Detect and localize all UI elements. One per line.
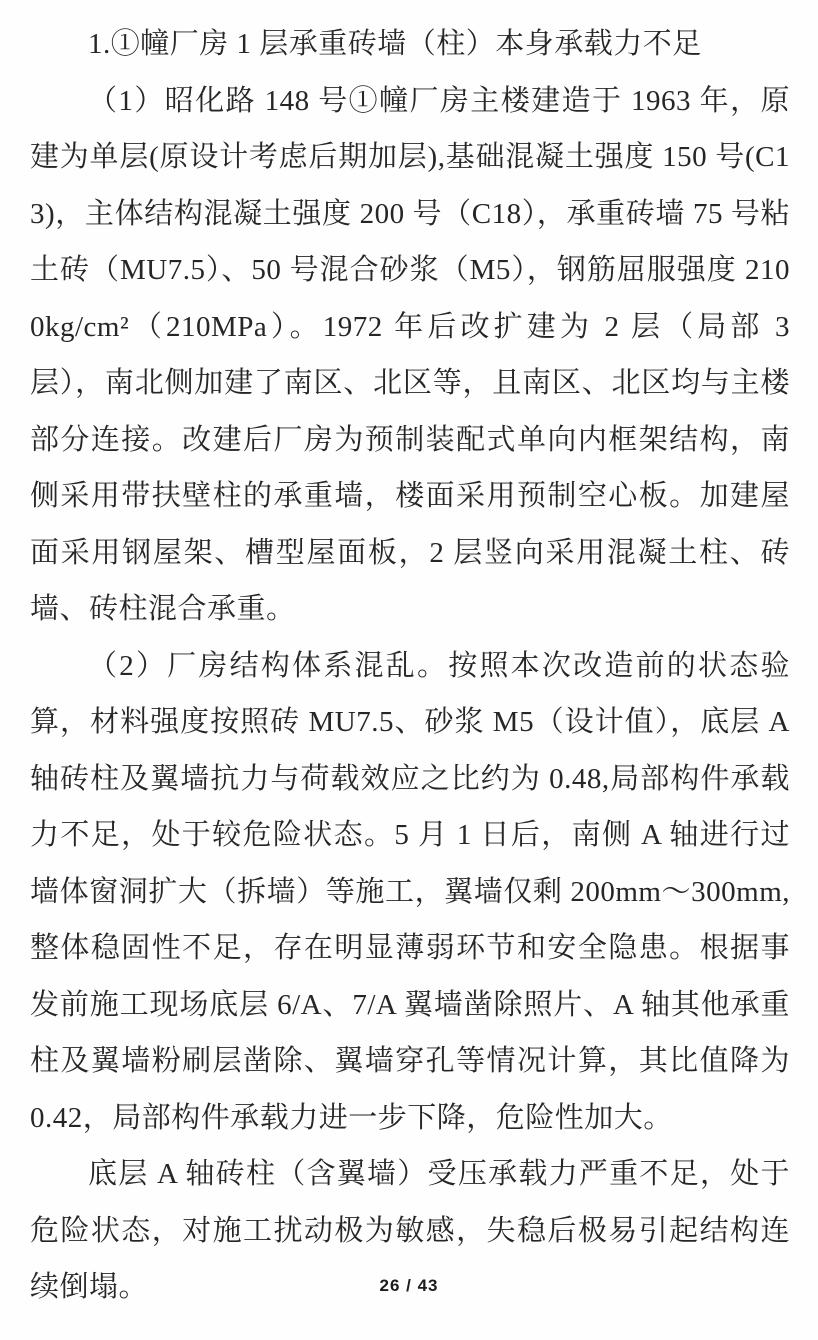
paragraph: （1）昭化路 148 号①幢厂房主楼建造于 1963 年，原建为单层(原设计考虑后期加层),基础混凝土强度 150 号(C13)，主体结构混凝土强度 200 号（C18），承重砖墙 75 号粘土砖（MU7.5）、50 号混合砂浆（M5），钢筋屈服强度 2100kg/cm²（210MPa）。1972 年后改扩建为 2 层（局部 3 层），南北侧加建了南区、北区等，且南区、北区均与主楼部分连接。改建后厂房为预制装配式单向内框架结构，南侧采用带扶壁柱的承重墙，楼面采用预制空心板。加建屋面采用钢屋架、槽型屋面板，2 层竖向采用混凝土柱、砖墙、砖柱混合承重。 xyxy=(30,84,790,625)
paragraph: 底层 A 轴砖柱（含翼墙）受压承载力严重不足，处于危险状态，对施工扰动极为敏感，失稳后极易引起结构连续倒塌。 xyxy=(30,1158,790,1303)
section-heading: 1.①幢厂房 1 层承重砖墙（柱）本身承载力不足 xyxy=(88,28,702,60)
paragraph: （2）厂房结构体系混乱。按照本次改造前的状态验算，材料强度按照砖 MU7.5、砂浆 M5（设计值），底层 A 轴砖柱及翼墙抗力与荷载效应之比约为 0.48,局部构件承载力不足，处于较危险状态。5 月 1 日后，南侧 A 轴进行过墙体窗洞扩大（拆墙）等施工，翼墙仅剩 200mm～300mm,整体稳固性不足，存在明显薄弱环节和安全隐患。根据事发前施工现场底层 6/A、7/A 翼墙凿除照片、A 轴其他承重柱及翼墙粉刷层凿除、翼墙穿孔等情况计算，其比值降为 0.42，局部构件承载力进一步下降，危险性加大。 xyxy=(30,649,790,1134)
document-body xyxy=(30,16,790,1316)
page-number: 26 / 43 xyxy=(379,1276,439,1295)
